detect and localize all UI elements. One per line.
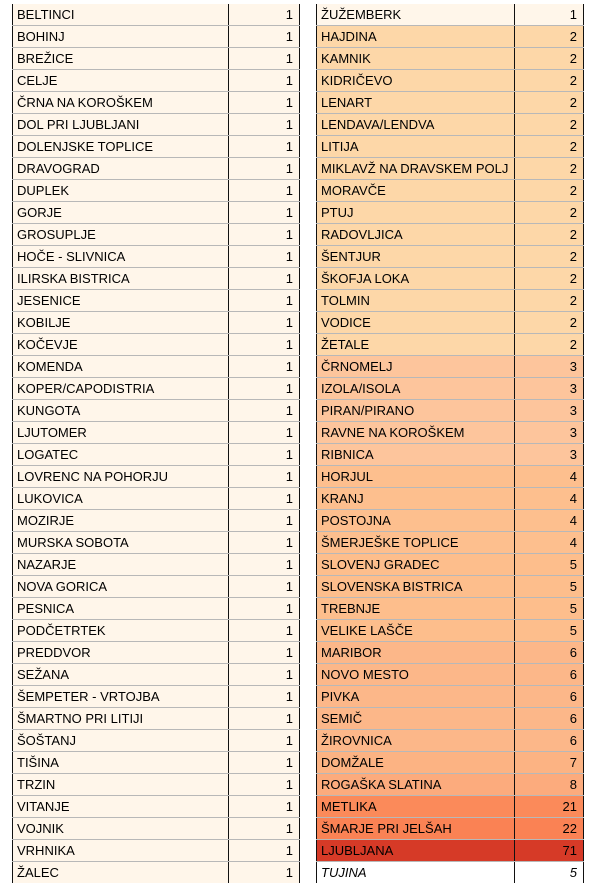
count-cell: 1 <box>229 290 300 312</box>
table-row <box>13 510 300 532</box>
right-table-body <box>317 4 584 883</box>
table-row <box>13 158 300 180</box>
count-cell: 1 <box>229 202 300 224</box>
table-row <box>13 70 300 92</box>
table-row <box>13 334 300 356</box>
table-row <box>13 532 300 554</box>
municipality-name-cell: IZOLA/ISOLA <box>317 378 515 400</box>
municipality-name-cell: NOVA GORICA <box>13 576 229 598</box>
municipality-name-cell: ŠOŠTANJ <box>13 730 229 752</box>
table-row <box>13 708 300 730</box>
count-cell: 1 <box>229 686 300 708</box>
count-cell: 1 <box>229 818 300 840</box>
count-cell: 1 <box>229 158 300 180</box>
count-cell: 1 <box>229 466 300 488</box>
count-cell: 2 <box>515 70 584 92</box>
table-row <box>317 400 584 422</box>
municipality-name-cell: ROGAŠKA SLATINA <box>317 774 515 796</box>
municipality-name-cell: LUKOVICA <box>13 488 229 510</box>
count-cell: 1 <box>229 400 300 422</box>
count-cell: 1 <box>229 356 300 378</box>
table-row <box>317 4 584 26</box>
count-cell: 7 <box>515 752 584 774</box>
count-cell: 1 <box>229 444 300 466</box>
count-cell: 1 <box>229 532 300 554</box>
table-row <box>13 290 300 312</box>
table-row <box>13 642 300 664</box>
municipality-name-cell: HORJUL <box>317 466 515 488</box>
count-cell: 2 <box>515 202 584 224</box>
municipality-name-cell: MURSKA SOBOTA <box>13 532 229 554</box>
table-row <box>317 862 584 884</box>
count-cell: 1 <box>229 48 300 70</box>
table-row <box>317 246 584 268</box>
table-row <box>317 268 584 290</box>
municipality-name-cell: TREBNJE <box>317 598 515 620</box>
count-cell: 1 <box>229 92 300 114</box>
table-row <box>13 796 300 818</box>
table-row <box>13 356 300 378</box>
municipality-name-cell: TOLMIN <box>317 290 515 312</box>
table-row <box>317 312 584 334</box>
table-row <box>13 48 300 70</box>
municipality-name-cell: CELJE <box>13 70 229 92</box>
count-cell: 2 <box>515 334 584 356</box>
table-row <box>317 576 584 598</box>
municipality-name-cell: ILIRSKA BISTRICA <box>13 268 229 290</box>
count-cell: 2 <box>515 92 584 114</box>
table-row <box>317 796 584 818</box>
table-row <box>317 466 584 488</box>
municipality-name-cell: DOLENJSKE TOPLICE <box>13 136 229 158</box>
count-cell: 1 <box>229 708 300 730</box>
table-row <box>317 202 584 224</box>
count-cell: 1 <box>229 664 300 686</box>
table-row <box>317 48 584 70</box>
municipality-name-cell: BREŽICE <box>13 48 229 70</box>
municipality-name-cell: VRHNIKA <box>13 840 229 862</box>
table-row <box>317 818 584 840</box>
count-cell: 1 <box>229 620 300 642</box>
municipality-name-cell: LITIJA <box>317 136 515 158</box>
municipality-name-cell: NOVO MESTO <box>317 664 515 686</box>
municipality-name-cell: POSTOJNA <box>317 510 515 532</box>
municipality-name-cell: PTUJ <box>317 202 515 224</box>
municipality-name-cell: TUJINA <box>317 862 515 884</box>
count-cell: 3 <box>515 378 584 400</box>
count-cell: 1 <box>229 796 300 818</box>
table-row <box>13 862 300 884</box>
municipality-name-cell: KRANJ <box>317 488 515 510</box>
table-row <box>317 70 584 92</box>
count-cell: 1 <box>229 180 300 202</box>
municipality-name-cell: SEMIČ <box>317 708 515 730</box>
table-row <box>317 620 584 642</box>
count-cell: 5 <box>515 576 584 598</box>
table-row <box>317 92 584 114</box>
table-row <box>317 290 584 312</box>
count-cell: 1 <box>229 598 300 620</box>
municipality-name-cell: KAMNIK <box>317 48 515 70</box>
table-row <box>13 488 300 510</box>
table-row <box>317 334 584 356</box>
count-cell: 1 <box>229 422 300 444</box>
count-cell: 2 <box>515 48 584 70</box>
table-row <box>13 224 300 246</box>
count-cell: 1 <box>229 642 300 664</box>
count-cell: 2 <box>515 224 584 246</box>
table-row <box>13 774 300 796</box>
left-table-body <box>13 4 300 883</box>
municipality-name-cell: MIKLAVŽ NA DRAVSKEM POLJ <box>317 158 515 180</box>
municipality-name-cell: VELIKE LAŠČE <box>317 620 515 642</box>
table-row <box>13 26 300 48</box>
municipality-name-cell: DUPLEK <box>13 180 229 202</box>
count-cell: 1 <box>229 224 300 246</box>
municipality-name-cell: PESNICA <box>13 598 229 620</box>
count-cell: 5 <box>515 620 584 642</box>
municipality-name-cell: KOPER/CAPODISTRIA <box>13 378 229 400</box>
municipality-name-cell: ŽUŽEMBERK <box>317 4 515 26</box>
table-row <box>13 246 300 268</box>
count-cell: 71 <box>515 840 584 862</box>
count-cell: 2 <box>515 268 584 290</box>
table-row <box>317 180 584 202</box>
table-row <box>317 136 584 158</box>
count-cell: 2 <box>515 26 584 48</box>
table-row <box>317 642 584 664</box>
count-cell: 21 <box>515 796 584 818</box>
count-cell: 1 <box>229 730 300 752</box>
municipality-name-cell: KOBILJE <box>13 312 229 334</box>
table-row <box>13 400 300 422</box>
count-cell: 1 <box>229 554 300 576</box>
municipality-name-cell: MORAVČE <box>317 180 515 202</box>
table-row <box>317 774 584 796</box>
table-row <box>317 422 584 444</box>
municipality-name-cell: ŠMARTNO PRI LITIJI <box>13 708 229 730</box>
table-row <box>317 598 584 620</box>
count-cell: 3 <box>515 422 584 444</box>
table-row <box>317 686 584 708</box>
count-cell: 2 <box>515 180 584 202</box>
count-cell: 6 <box>515 730 584 752</box>
table-row <box>13 202 300 224</box>
municipality-name-cell: ČRNOMELJ <box>317 356 515 378</box>
count-cell: 1 <box>229 4 300 26</box>
municipality-name-cell: PIRAN/PIRANO <box>317 400 515 422</box>
table-row <box>317 840 584 862</box>
count-cell: 1 <box>229 774 300 796</box>
count-cell: 2 <box>515 114 584 136</box>
count-cell: 22 <box>515 818 584 840</box>
table-row <box>317 488 584 510</box>
municipality-name-cell: KIDRIČEVO <box>317 70 515 92</box>
count-cell: 1 <box>229 510 300 532</box>
table-row <box>317 224 584 246</box>
municipality-name-cell: TIŠINA <box>13 752 229 774</box>
count-cell: 2 <box>515 136 584 158</box>
count-cell: 4 <box>515 510 584 532</box>
municipality-name-cell: ŠEMPETER - VRTOJBA <box>13 686 229 708</box>
table-row <box>317 752 584 774</box>
table-row <box>317 532 584 554</box>
table-row <box>13 554 300 576</box>
table-row <box>317 664 584 686</box>
municipality-name-cell: GORJE <box>13 202 229 224</box>
count-cell: 5 <box>515 862 584 884</box>
municipality-name-cell: ŽIROVNICA <box>317 730 515 752</box>
table-row <box>317 510 584 532</box>
table-row <box>13 180 300 202</box>
municipality-name-cell: KUNGOTA <box>13 400 229 422</box>
municipality-name-cell: BELTINCI <box>13 4 229 26</box>
municipality-name-cell: DOMŽALE <box>317 752 515 774</box>
municipality-name-cell: NAZARJE <box>13 554 229 576</box>
table-row <box>13 312 300 334</box>
municipality-name-cell: ŽETALE <box>317 334 515 356</box>
municipality-name-cell: GROSUPLJE <box>13 224 229 246</box>
count-cell: 5 <box>515 554 584 576</box>
count-cell: 1 <box>515 4 584 26</box>
table-row <box>13 686 300 708</box>
table-row <box>13 840 300 862</box>
table-row <box>317 554 584 576</box>
table-row <box>13 576 300 598</box>
count-cell: 1 <box>229 840 300 862</box>
count-cell: 2 <box>515 290 584 312</box>
table-row <box>13 620 300 642</box>
table-row <box>13 664 300 686</box>
municipality-name-cell: HOČE - SLIVNICA <box>13 246 229 268</box>
municipality-name-cell: SEŽANA <box>13 664 229 686</box>
table-row <box>13 422 300 444</box>
municipality-name-cell: MARIBOR <box>317 642 515 664</box>
table-row <box>13 752 300 774</box>
table-row <box>13 4 300 26</box>
municipality-name-cell: ŠMARJE PRI JELŠAH <box>317 818 515 840</box>
table-row <box>13 598 300 620</box>
municipality-name-cell: RAVNE NA KOROŠKEM <box>317 422 515 444</box>
table-row <box>13 444 300 466</box>
count-cell: 6 <box>515 708 584 730</box>
table-row <box>317 356 584 378</box>
table-row <box>13 818 300 840</box>
table-row <box>317 730 584 752</box>
municipality-name-cell: METLIKA <box>317 796 515 818</box>
municipality-name-cell: ŠMERJEŠKE TOPLICE <box>317 532 515 554</box>
municipality-name-cell: LOGATEC <box>13 444 229 466</box>
table-row <box>13 466 300 488</box>
municipality-name-cell: ŽALEC <box>13 862 229 884</box>
municipality-name-cell: LOVRENC NA POHORJU <box>13 466 229 488</box>
table-row <box>13 92 300 114</box>
table-row <box>13 730 300 752</box>
municipality-name-cell: KOMENDA <box>13 356 229 378</box>
municipality-name-cell: SLOVENSKA BISTRICA <box>317 576 515 598</box>
table-row <box>13 378 300 400</box>
count-cell: 3 <box>515 400 584 422</box>
municipality-name-cell: ŠENTJUR <box>317 246 515 268</box>
municipality-name-cell: DOL PRI LJUBLJANI <box>13 114 229 136</box>
count-cell: 1 <box>229 268 300 290</box>
municipality-name-cell: ČRNA NA KOROŠKEM <box>13 92 229 114</box>
municipality-name-cell: DRAVOGRAD <box>13 158 229 180</box>
count-cell: 4 <box>515 488 584 510</box>
municipality-name-cell: LENART <box>317 92 515 114</box>
count-cell: 5 <box>515 598 584 620</box>
count-cell: 1 <box>229 752 300 774</box>
municipality-name-cell: KOČEVJE <box>13 334 229 356</box>
municipality-name-cell: VITANJE <box>13 796 229 818</box>
table-row <box>317 26 584 48</box>
municipality-name-cell: BOHINJ <box>13 26 229 48</box>
table-row <box>317 158 584 180</box>
count-cell: 6 <box>515 664 584 686</box>
count-cell: 4 <box>515 532 584 554</box>
municipality-table-right <box>316 4 584 883</box>
count-cell: 6 <box>515 642 584 664</box>
table-row <box>13 136 300 158</box>
municipality-name-cell: VODICE <box>317 312 515 334</box>
municipality-name-cell: VOJNIK <box>13 818 229 840</box>
municipality-table-left <box>12 4 300 883</box>
table-row <box>13 114 300 136</box>
count-cell: 2 <box>515 312 584 334</box>
count-cell: 1 <box>229 70 300 92</box>
count-cell: 4 <box>515 466 584 488</box>
municipality-name-cell: MOZIRJE <box>13 510 229 532</box>
count-cell: 6 <box>515 686 584 708</box>
count-cell: 1 <box>229 378 300 400</box>
table-row <box>13 268 300 290</box>
count-cell: 1 <box>229 26 300 48</box>
municipality-name-cell: PREDDVOR <box>13 642 229 664</box>
count-cell: 8 <box>515 774 584 796</box>
count-cell: 1 <box>229 334 300 356</box>
table-row <box>317 708 584 730</box>
count-cell: 1 <box>229 246 300 268</box>
count-cell: 1 <box>229 136 300 158</box>
municipality-name-cell: PIVKA <box>317 686 515 708</box>
municipality-name-cell: PODČETRTEK <box>13 620 229 642</box>
count-cell: 3 <box>515 444 584 466</box>
municipality-name-cell: LJUBLJANA <box>317 840 515 862</box>
municipality-name-cell: SLOVENJ GRADEC <box>317 554 515 576</box>
table-row <box>317 114 584 136</box>
count-cell: 3 <box>515 356 584 378</box>
municipality-name-cell: LENDAVA/LENDVA <box>317 114 515 136</box>
count-cell: 1 <box>229 312 300 334</box>
table-row <box>317 378 584 400</box>
count-cell: 2 <box>515 158 584 180</box>
count-cell: 2 <box>515 246 584 268</box>
municipality-name-cell: HAJDINA <box>317 26 515 48</box>
municipality-name-cell: RADOVLJICA <box>317 224 515 246</box>
municipality-name-cell: RIBNICA <box>317 444 515 466</box>
count-cell: 1 <box>229 114 300 136</box>
municipality-name-cell: TRZIN <box>13 774 229 796</box>
municipality-name-cell: JESENICE <box>13 290 229 312</box>
count-cell: 1 <box>229 576 300 598</box>
municipality-name-cell: ŠKOFJA LOKA <box>317 268 515 290</box>
count-cell: 1 <box>229 488 300 510</box>
table-row <box>317 444 584 466</box>
count-cell: 1 <box>229 862 300 884</box>
municipality-name-cell: LJUTOMER <box>13 422 229 444</box>
